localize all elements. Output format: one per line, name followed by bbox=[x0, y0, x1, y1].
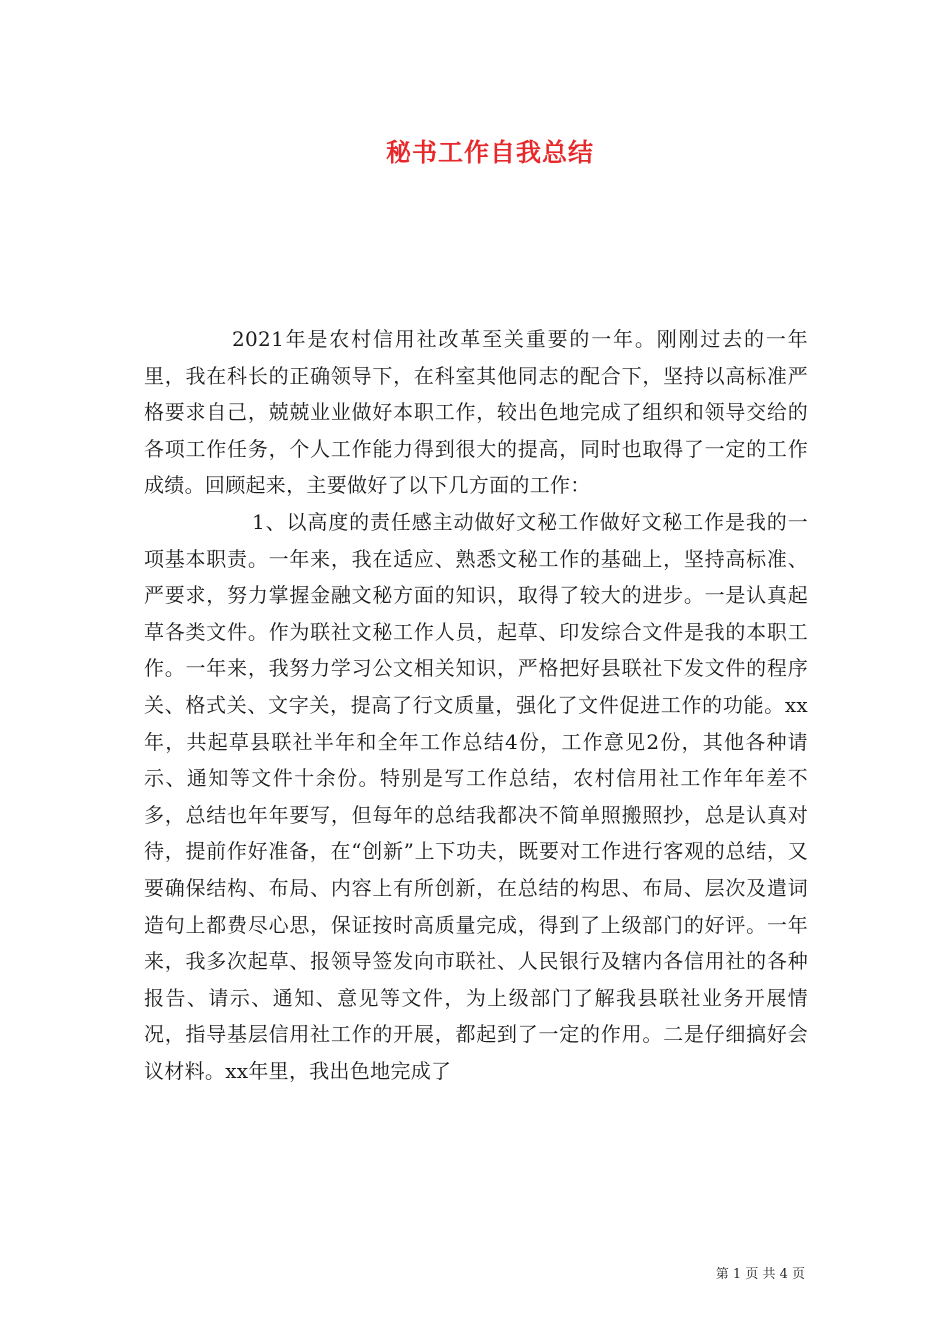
paragraph-intro: 2021年是农村信用社改革至关重要的一年。刚刚过去的一年里，我在科长的正确领导下，在科室其他同志的配合下，坚持以高标准严格要求自己，兢兢业业做好本职工作，较出色地完成了组织和领导交给的各项工作任务，个人工作能力得到很大的提高，同时也取得了一定的工作成绩。回顾起来，主要做好了以下几方面的工作： bbox=[144, 327, 808, 498]
document-title: 秘书工作自我总结 bbox=[385, 138, 594, 167]
paragraph-section-1: 1、以高度的责任感主动做好文秘工作做好文秘工作是我的一项基本职责。一年来，我在适应、熟悉文秘工作的基础上，坚持高标准、严要求，努力掌握金融文秘方面的知识，取得了较大的进步。一是认真起草各类文件。作为联社文秘工作人员，起草、印发综合文件是我的本职工作。一年来，我努力学习公文相关知识，严格把好县联社下发文件的程序关、格式关、文字关，提高了行文质量，强化了文件促进工作的功能。xx年，共起草县联社半年和全年工作总结4份，工作意见2份，其他各种请示、通知等文件十余份。特别是写工作总结，农村信用社工作年年差不多，总结也年年要写，但每年的总结我都决不简单照搬照抄，总是认真对待，提前作好准备，在“创新”上下功夫，既要对工作进行客观的总结，又要确保结构、布局、内容上有所创新，在总结的构思、布局、层次及遣词造句上都费尽心思，保证按时高质量完成，得到了上级部门的好评。一年来，我多次起草、报领导签发向市联社、人民银行及辖内各信用社的各种报告、请示、通知、意见等文件，为上级部门了解我县联社业务开展情况，指导基层信用社工作的开展，都起到了一定的作用。二是仔细搞好会议材料。xx年里，我出色地完成了 bbox=[144, 509, 808, 1083]
page-footer: 第 1 页 共 4 页 bbox=[715, 1267, 805, 1282]
document-body bbox=[144, 321, 808, 1089]
